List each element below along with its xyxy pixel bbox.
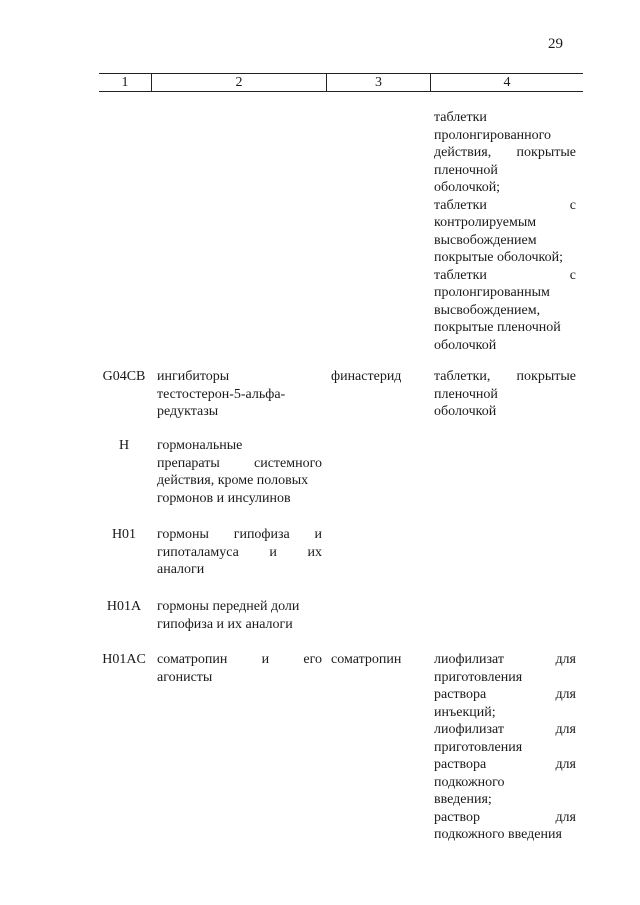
form-line: таблетки с [434, 267, 576, 283]
form-line: раствора для [434, 757, 576, 772]
row-name [157, 437, 322, 507]
form-line: приготовления [434, 669, 523, 685]
form-line: таблетки [434, 110, 487, 125]
form-line: действия, покрытые [434, 145, 576, 160]
form-line: введения; [434, 792, 492, 807]
form-line: раствор для [434, 809, 576, 825]
header-col-3: 3 [327, 74, 431, 91]
name-line: агонисты [157, 669, 213, 685]
row-name [157, 651, 322, 686]
form-line: пленочной [434, 386, 498, 402]
form-line: подкожного [434, 774, 505, 790]
name-line: препараты системного [157, 455, 322, 471]
row-forms [434, 651, 576, 844]
header-col-1: 1 [99, 74, 152, 91]
name-line: действия, кроме половых [157, 473, 309, 488]
row-name [157, 598, 322, 633]
form-line: приготовления [434, 739, 523, 755]
name-line: гормоны гипофиза и [157, 527, 322, 542]
row-code: H01A [106, 599, 142, 614]
continuation-forms [434, 109, 576, 354]
name-line: гормонов и инсулинов [157, 490, 291, 506]
form-line: раствора для [434, 687, 576, 702]
row-code: H01 [111, 527, 137, 542]
form-line: подкожного введения [434, 827, 562, 842]
form-line: инъекций; [434, 704, 496, 720]
form-line: таблетки, покрытые [434, 369, 576, 384]
form-line: пролонгированным [434, 285, 550, 300]
page-number: 29 [548, 36, 563, 52]
form-line: покрытые оболочкой; [434, 250, 564, 265]
header-col-4: 4 [503, 75, 511, 90]
name-line: соматропин и его [157, 652, 322, 667]
form-line: лиофилизат для [434, 652, 576, 667]
name-line: гормональные [157, 438, 243, 453]
name-line: ингибиторы [157, 369, 230, 384]
row-code: H01AC [102, 652, 146, 667]
form-line: покрытые пленочной [434, 320, 561, 335]
row-code: H [118, 438, 130, 453]
name-line: аналоги [157, 562, 205, 577]
name-line: редуктазы [157, 404, 219, 419]
name-line: гормоны передней доли [157, 599, 300, 614]
form-line: пролонгированного [434, 127, 552, 143]
table-header [99, 73, 583, 92]
name-line: гипофиза и их аналоги [157, 616, 293, 632]
header-col-2: 2 [152, 74, 327, 91]
row-name [157, 526, 322, 579]
form-line: оболочкой; [434, 180, 501, 195]
row-code: G04CB [102, 369, 146, 384]
form-line: таблетки с [434, 197, 576, 213]
name-line: тестостерон-5-альфа- [157, 386, 286, 402]
row-name [157, 368, 322, 421]
form-line: контролируемым [434, 215, 537, 230]
form-line: лиофилизат для [434, 722, 576, 737]
form-line: высвобождением, [434, 302, 541, 318]
name-line: гипоталамуса и их [157, 544, 322, 560]
row-drug: соматропин [331, 652, 402, 667]
form-line: пленочной [434, 162, 498, 178]
row-forms [434, 368, 576, 421]
row-drug: финастерид [331, 369, 402, 384]
form-line: высвобождением [434, 232, 537, 248]
form-line: оболочкой [434, 337, 497, 353]
form-line: оболочкой [434, 404, 497, 419]
